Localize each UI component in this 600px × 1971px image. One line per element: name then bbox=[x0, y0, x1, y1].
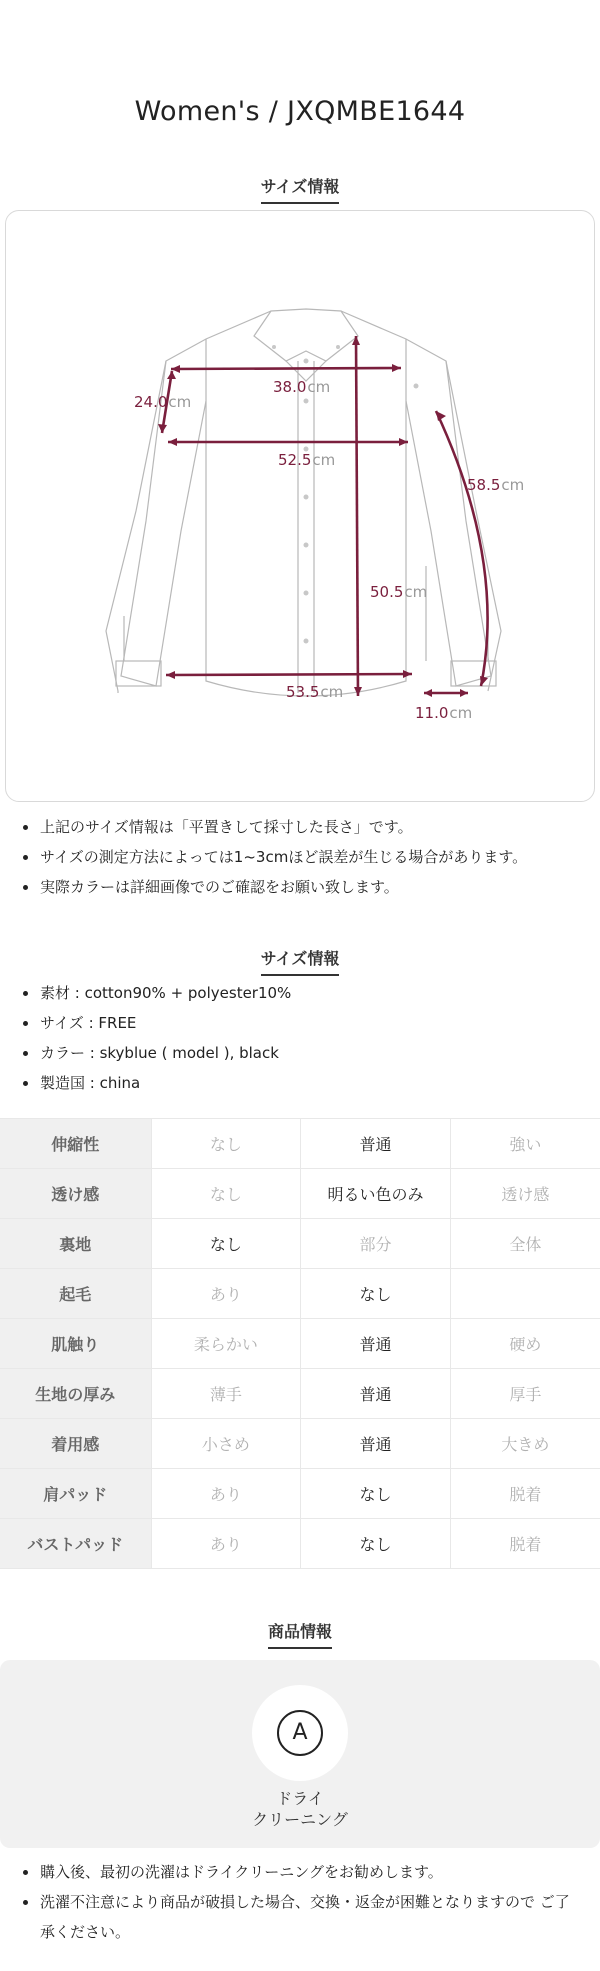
attribute-option: 普通 bbox=[301, 1419, 451, 1469]
attribute-name: 起毛 bbox=[0, 1269, 151, 1319]
table-row bbox=[0, 1519, 600, 1569]
dry-clean-icon: A bbox=[277, 1710, 323, 1756]
attribute-option: 全体 bbox=[450, 1219, 600, 1269]
attribute-name: 生地の厚み bbox=[0, 1369, 151, 1419]
size-notes-list bbox=[20, 812, 590, 902]
table-row bbox=[0, 1319, 600, 1369]
attribute-option: 強い bbox=[450, 1119, 600, 1169]
hem-measure-label: 53.5cm bbox=[286, 683, 344, 701]
attribute-name: 裏地 bbox=[0, 1219, 151, 1269]
measure-sleeve-line bbox=[436, 411, 488, 686]
attribute-option: なし bbox=[151, 1119, 301, 1169]
attribute-name: 伸縮性 bbox=[0, 1119, 151, 1169]
care-instructions-panel bbox=[0, 1660, 600, 1848]
attribute-option: なし bbox=[151, 1169, 301, 1219]
table-row bbox=[0, 1419, 600, 1469]
attribute-option: 部分 bbox=[301, 1219, 451, 1269]
product-title: Women's / JXQMBE1644 bbox=[134, 96, 466, 127]
attribute-option: なし bbox=[301, 1269, 451, 1319]
attribute-option bbox=[450, 1269, 600, 1319]
size-diagram bbox=[5, 210, 595, 802]
attribute-option: なし bbox=[301, 1519, 451, 1569]
attribute-option: 透け感 bbox=[450, 1169, 600, 1219]
details-list bbox=[20, 978, 590, 1098]
attribute-option: 脱着 bbox=[450, 1519, 600, 1569]
attribute-option: 小さめ bbox=[151, 1419, 301, 1469]
details-heading: サイズ情報 bbox=[0, 946, 600, 976]
list-item: 実際カラーは詳細画像でのご確認をお願い致します。 bbox=[20, 872, 590, 902]
care-icon-badge bbox=[252, 1685, 348, 1781]
attribute-option: 柔らかい bbox=[151, 1319, 301, 1369]
chest-measure-label: 52.5cm bbox=[278, 451, 336, 469]
color-item: カラー : skyblue ( model ), black bbox=[20, 1038, 590, 1068]
product-info-heading: 商品情報 bbox=[0, 1619, 600, 1649]
attribute-option: 普通 bbox=[301, 1119, 451, 1169]
list-item: サイズの測定方法によっては1~3cmほど誤差が生じる場合があります。 bbox=[20, 842, 590, 872]
attribute-option: あり bbox=[151, 1519, 301, 1569]
shoulder-measure-label: 24.0cm bbox=[134, 393, 192, 411]
list-item: 洗濯不注意により商品が破損した場合、交換・返金が困難となりますので ご了承ください。 bbox=[20, 1887, 580, 1947]
table-row bbox=[0, 1369, 600, 1419]
attribute-option: 普通 bbox=[301, 1369, 451, 1419]
table-row bbox=[0, 1219, 600, 1269]
material-item: 素材 : cotton90% + polyester10% bbox=[20, 978, 590, 1008]
care-notes-list bbox=[20, 1857, 580, 1947]
cuff-measure-label: 11.0cm bbox=[415, 704, 473, 722]
shirt-illustration bbox=[6, 211, 596, 803]
attribute-option: 厚手 bbox=[450, 1369, 600, 1419]
care-label: ドライ クリーニング bbox=[252, 1789, 348, 1829]
attribute-name: 透け感 bbox=[0, 1169, 151, 1219]
measure-hem-line bbox=[166, 674, 412, 675]
attribute-name: 着用感 bbox=[0, 1419, 151, 1469]
table-row bbox=[0, 1469, 600, 1519]
table-row bbox=[0, 1169, 600, 1219]
table-row bbox=[0, 1119, 600, 1169]
list-item: 購入後、最初の洗濯はドライクリーニングをお勧めします。 bbox=[20, 1857, 580, 1887]
origin-item: 製造国 : china bbox=[20, 1068, 590, 1098]
measure-length-line bbox=[356, 336, 358, 696]
attribute-name: 肩パッド bbox=[0, 1469, 151, 1519]
attribute-name: バストパッド bbox=[0, 1519, 151, 1569]
sleeve-measure-label: 58.5cm bbox=[467, 476, 525, 494]
attribute-option: 薄手 bbox=[151, 1369, 301, 1419]
table-row bbox=[0, 1269, 600, 1319]
attribute-option: あり bbox=[151, 1269, 301, 1319]
size-info-heading: サイズ情報 bbox=[0, 174, 600, 204]
attribute-option: 硬め bbox=[450, 1319, 600, 1369]
chest-upper-measure-label: 38.0cm bbox=[273, 378, 331, 396]
measure-chest-upper-line bbox=[171, 368, 401, 369]
length-measure-label: 50.5cm bbox=[370, 583, 428, 601]
attribute-option: 大きめ bbox=[450, 1419, 600, 1469]
attribute-option: なし bbox=[301, 1469, 451, 1519]
size-item: サイズ : FREE bbox=[20, 1008, 590, 1038]
attribute-option: なし bbox=[151, 1219, 301, 1269]
attribute-option: 脱着 bbox=[450, 1469, 600, 1519]
list-item: 上記のサイズ情報は「平置きして採寸した長さ」です。 bbox=[20, 812, 590, 842]
attribute-option: あり bbox=[151, 1469, 301, 1519]
attribute-name: 肌触り bbox=[0, 1319, 151, 1369]
attribute-option: 明るい色のみ bbox=[301, 1169, 451, 1219]
attribute-option: 普通 bbox=[301, 1319, 451, 1369]
fabric-attributes-table bbox=[0, 1118, 600, 1569]
